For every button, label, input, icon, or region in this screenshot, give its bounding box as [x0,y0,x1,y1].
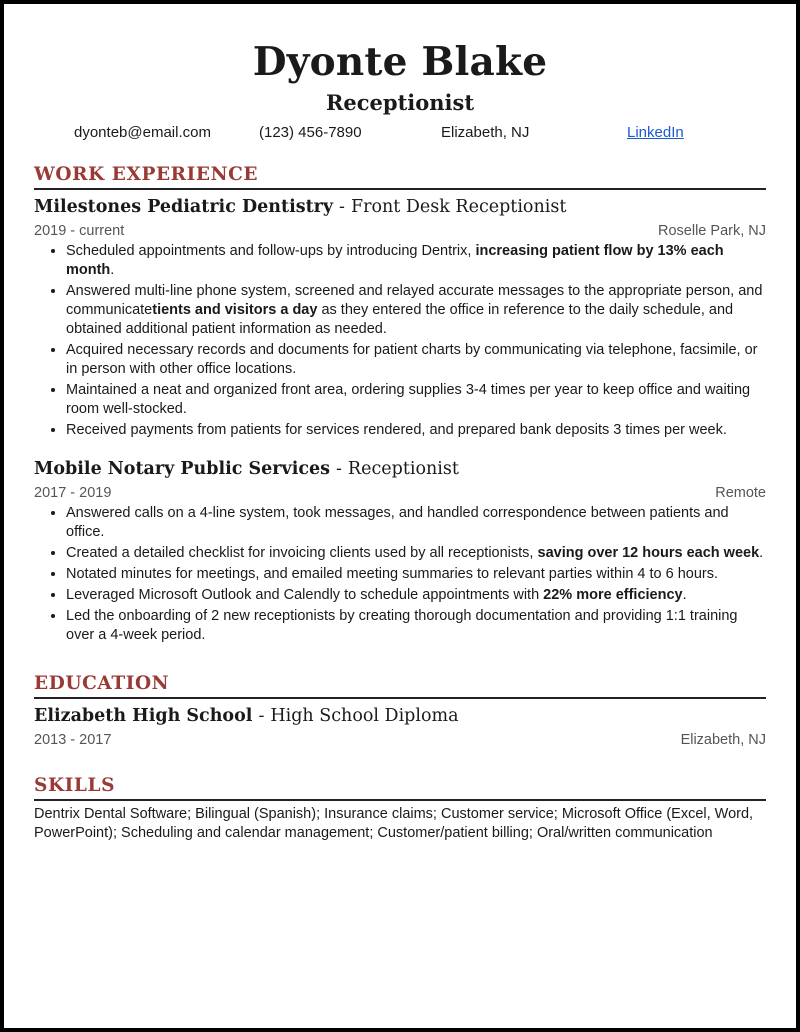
linkedin-link[interactable]: LinkedIn [627,124,684,141]
job-bullet: • Answered multi-line phone system, screened and relayed accurate messages to the appropriate person, and communicatetients and visitors a day as they entered the office in reference to the daily schedule, and obtained additional patient information as needed. [66,282,766,339]
skills-text: Dentrix Dental Software; Bilingual (Spanish); Insurance claims; Customer service; Microsoft Office (Excel, Word, PowerPoint); Scheduling and calendar management; Customer/patient billing; Oral/written communication [34,806,754,841]
job-bullet: • Created a detailed checklist for invoicing clients used by all receptionists, saving over 12 hours each week. [66,544,766,563]
education-dates: 2013 - 2017 [34,732,112,748]
contact-row [34,124,766,144]
job-heading [34,458,766,480]
education-school: Elizabeth High School [34,706,253,726]
job-dates: 2017 - 2019 [34,485,112,501]
education-meta [34,731,766,749]
job-bullet: • Received payments from patients for services rendered, and prepared bank deposits 3 times per week. [66,421,766,440]
job-bullet: • Led the onboarding of 2 new receptionists by creating thorough documentation and providing 1:1 training over a 4-week period. [66,607,766,645]
job-location: Roselle Park, NJ [658,223,766,239]
job-bullet: • Maintained a neat and organized front area, ordering supplies 3-4 times per year to keep office and waiting room well-stocked. [66,381,766,419]
contact-phone: (123) 456-7890 [259,124,362,141]
job-bullet: • Scheduled appointments and follow-ups by introducing Dentrix, increasing patient flow by 13% each month. [66,242,766,280]
job-meta [34,222,766,240]
candidate-name: Dyonte Blake [252,39,548,85]
resume-page [4,4,796,1028]
job-bullet: • Acquired necessary records and documents for patient charts by communicating via telephone, facsimile, or in person with other office locations. [66,341,766,379]
education-heading [34,705,766,727]
education-degree: High School Diploma [270,706,459,726]
education-separator: - [258,706,265,726]
section-work-experience: WORK EXPERIENCE [34,164,766,190]
job-organization: Mobile Notary Public Services [34,459,330,479]
job-bullet: • Notated minutes for meetings, and emailed meeting summaries to relevant parties within 4 to 6 hours. [66,565,766,584]
job-role: Receptionist [347,459,459,479]
job-bullets [34,504,766,645]
job-bullet: • Leveraged Microsoft Outlook and Calendly to schedule appointments with 22% more efficiency. [66,586,766,605]
job-heading [34,196,766,218]
education-location: Elizabeth, NJ [680,732,766,748]
job-dates: 2019 - current [34,223,125,239]
education-entry [34,705,766,749]
job-entry [34,196,766,440]
job-location: Remote [715,485,766,501]
section-education: EDUCATION [34,673,766,699]
job-role: Front Desk Receptionist [350,197,567,217]
contact-location: Elizabeth, NJ [441,124,530,141]
job-separator: - [339,197,345,217]
job-organization: Milestones Pediatric Dentistry [34,197,334,217]
job-bullet: • Answered calls on a 4-line system, took messages, and handled correspondence between patients and office. [66,504,766,542]
section-skills: SKILLS [34,775,766,801]
contact-email: dyonteb@email.com [74,124,211,141]
job-meta [34,484,766,502]
job-bullets [34,242,766,440]
candidate-title: Receptionist [325,90,475,115]
job-separator: - [336,459,342,479]
job-entry [34,458,766,645]
